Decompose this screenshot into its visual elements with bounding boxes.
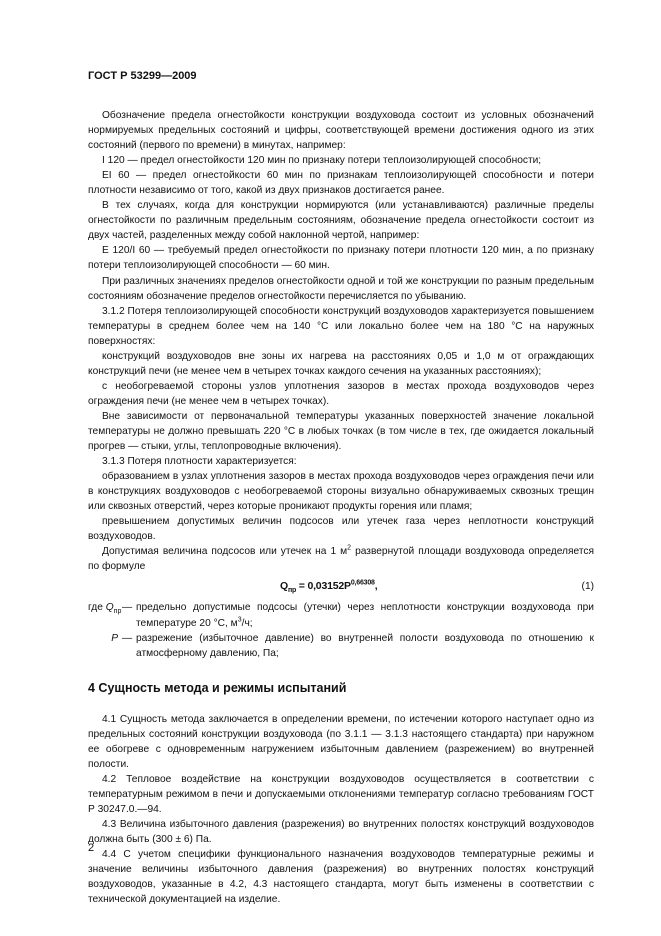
paragraph: Обозначение предела огнестойкости конструкции воздуховода состоит из условных обозначений нормируемых предельных состояний и цифры, соответствующей времени достижения одного из этих состояний (первого по времени) в минутах, например:: [88, 110, 594, 152]
definition-text: предельно допустимые подсосы (утечки) через неплотности конструкции воздуховода при температуре 20 °С, $м^3/ч$;: [136, 602, 594, 629]
paragraph: 4.3 Величина избыточного давления (разрежения) во внутренних полостях конструкций воздуховодов должна быть (300 ± 6) Па.: [88, 819, 594, 846]
formula-number: (1): [581, 581, 594, 593]
paragraph: превышением допустимых величин подсосов или утечек газа через неплотности конструкций воздуховодов.: [88, 516, 594, 543]
formula-symbol: Q: [280, 580, 288, 593]
paragraph: конструкций воздуховодов вне зоны их нагрева на расстояниях 0,05 и 1,0 м от ограждающих конструкций печи (не менее чем в четырех точках каждого сечения на указанных расстояниях);: [88, 350, 594, 377]
paragraph: E 120/I 60 — требуемый предел огнестойкости по признаку потери плотности 120 мин, а по признаку потери теплоизолирующей способности — 60 мин.: [88, 245, 594, 272]
paragraph: образованием в узлах уплотнения зазоров в местах прохода воздуховодов через ограждения печи или в конструкциях воздуховодов с необогреваемой стороны визуально обнаруживаемых сквозных трещин или сквозных отверстий, через которые проникают продукты горения или пламя;: [88, 471, 594, 513]
paragraph: [88, 544, 594, 574]
paragraph: EI 60 — предел огнестойкости 60 мин по признакам теплоизолирующей способности и потери плотности независимо от того, какой из двух признаков достигается ранее.: [88, 170, 594, 197]
paragraph: 4.4 С учетом специфики функционального назначения воздуховодов температурные режимы и значение величины избыточного давления (разрежения) во внутренних полостях конструкций воздуховодов, указанные в 4.2, 4.3 настоящего стандарта, могут быть изменены в соответствии с технической документацией на изделие.: [88, 849, 594, 906]
text: развернутой площади воздуховода определяется по формуле: [88, 546, 594, 573]
document-header: ГОСТ Р 53299—2009: [88, 70, 197, 82]
section-heading: 4 Сущность метода и режимы испытаний: [88, 680, 347, 695]
definition-row: [88, 600, 594, 630]
definition-dash: —: [122, 632, 133, 644]
paragraph: с необогреваемой стороны узлов уплотнения зазоров в местах прохода воздуховодов через ограждения печи (не менее чем в четырех точках).: [88, 380, 594, 407]
definition-label: P: [111, 632, 118, 644]
paragraph: При различных значениях пределов огнестойкости одной и той же конструкции по разным предельным состояниям обозначение пределов огнестойкости перечисляется по убыванию.: [88, 275, 594, 302]
page-number: 2: [88, 842, 95, 854]
definition-label: где $Q_{пр}$: [88, 602, 122, 616]
paragraph: 3.1.3 Потеря плотности характеризуется:: [102, 456, 297, 468]
paragraph: В тех случаях, когда для конструкции нормируются (или устанавливаются) различные пределы огнестойкости по различным предельным состояниям, обозначение предела огнестойкости состоит из двух частей, разделенных между собой наклонной чертой, например:: [88, 200, 594, 242]
formula-rest: = 0,03152P: [296, 580, 351, 593]
paragraph: 4.2 Тепловое воздействие на конструкции воздуховодов осуществляется в соответствии с температурным режимом в печи и допускаемыми отклонениями температур согласно требованиям ГОСТ Р 30247.0.—94.: [88, 773, 594, 815]
paragraph: 4.1 Сущность метода заключается в определении времени, по истечении которого наступает одно из предельных состояний конструкции воздуховода (по 3.1.1 — 3.1.3 настоящего стандарта) при наружном ее обогреве с одновременным нагружением избыточным давлением (разрежением) во внутренней полости.: [88, 713, 594, 770]
definition-text: разрежение (избыточное давление) во внутренней полости воздуховода по отношению к атмосферному давлению, Па;: [136, 632, 594, 659]
formula-subscript: пр: [287, 587, 297, 595]
definition-row: [88, 631, 594, 661]
formula-exponent: 0,66308: [350, 579, 375, 587]
paragraph: 3.1.2 Потеря теплоизолирующей способности конструкций воздуховодов характеризуется повышением температуры в среднем более чем на 140 °С или локально более чем на 180 °С на наружных поверхностях:: [88, 305, 594, 347]
formula-expression: [280, 579, 377, 594]
superscript: 2: [347, 544, 352, 552]
formula: [88, 576, 594, 598]
formula-end: ,: [374, 580, 378, 593]
definition-dash: —: [122, 602, 133, 614]
document-body: [88, 108, 594, 907]
paragraph: Вне зависимости от первоначальной температуры указанных поверхностей значение локальной температуры не должно превышать 220 °С в любых точках (в том числе в тех, где ожидается локальный прогрев — стыки, углы, теплопроводные включения).: [88, 410, 594, 453]
paragraph: I 120 — предел огнестойкости 120 мин по признаку потери теплоизолирующей способности;: [102, 155, 542, 167]
text: Допустимая величина подсосов или утечек на 1 м: [102, 546, 348, 558]
